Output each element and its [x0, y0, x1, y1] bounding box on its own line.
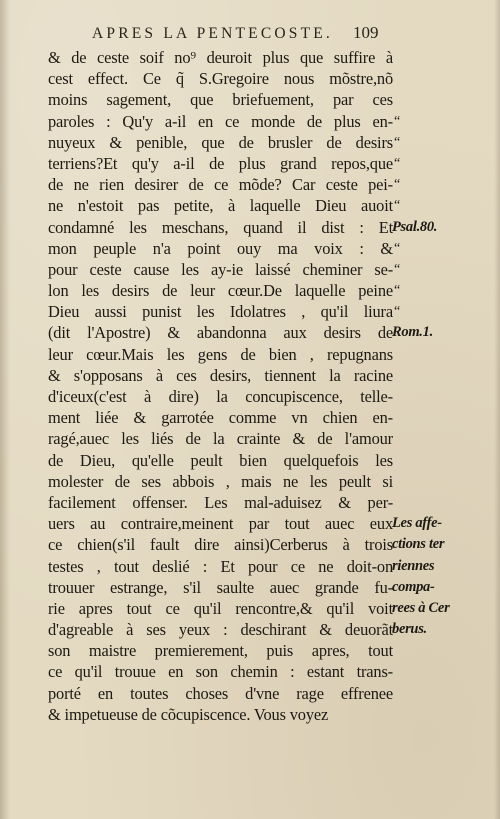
text-line: nuyeux & penible, que de brusler de desirs — [48, 132, 393, 152]
text-line: ment liée & garrotée comme vn chien en- — [48, 408, 393, 428]
text-line: pour ceste cause les ay-ie laissé cheminer se- — [48, 259, 393, 279]
quotation-mark: “ — [394, 261, 400, 277]
text-line: paroles : Qu'y a-il en ce monde de plus en- — [48, 111, 393, 131]
text-line: molester de ses abbois , mais ne les peult si — [48, 471, 393, 491]
text-line: d'agreable à ses yeux : deschirant & deuorãt — [48, 620, 393, 640]
text-line: condamné les meschans, quand il dist : Et — [48, 217, 393, 237]
margin-note: rees à Cer — [392, 599, 450, 616]
text-line: & s'opposans à ces desirs, tiennent la racine — [48, 365, 393, 385]
margin-note: compa- — [392, 578, 435, 595]
text-line: ce qu'il trouue en son chemin : estant trans- — [48, 662, 393, 682]
text-line: & de ceste soif no⁹ deuroit plus que suffire à — [48, 48, 393, 67]
text-line: ce chien(s'il fault dire ainsi)Cerberus à trois — [48, 535, 393, 555]
text-line: leur cœur.Mais les gens de bien , repugnans — [48, 344, 393, 364]
margin-note: Psal.80. — [392, 218, 438, 235]
margin-spacer — [392, 47, 497, 68]
quotation-mark: “ — [394, 283, 400, 299]
margin-spacer — [392, 407, 497, 428]
quotation-mark: “ — [394, 198, 400, 214]
margin-spacer — [392, 68, 497, 89]
margin-spacer — [392, 640, 497, 661]
margin-note: Rom.1. — [392, 324, 433, 341]
quotation-mark: “ — [394, 134, 400, 150]
margin-spacer — [392, 471, 497, 492]
text-line: de Dieu, qu'elle peult bien quelquefois les — [48, 450, 393, 470]
text-line: (dit l'Apostre) & abandonna aux desirs de — [48, 323, 393, 343]
text-line: facilement offenser. Les mal-aduisez & per- — [48, 492, 393, 512]
text-line: moins sagement, que briefuement, par ces — [48, 90, 393, 110]
text-line: Dieu aussi punist les Idolatres , qu'il liura — [48, 302, 393, 322]
quotation-mark: “ — [394, 304, 400, 320]
margin-spacer — [392, 344, 497, 365]
margin-spacer — [392, 492, 497, 513]
text-line: de ne rien desirer de ce mõde? Car ceste pei- — [48, 175, 393, 195]
running-head: APRES LA PENTECOSTE. — [92, 25, 333, 42]
text-line: & impetueuse de cõcupiscence. Vous voyez — [48, 704, 329, 724]
main-text-block — [48, 47, 393, 725]
quotation-mark: “ — [394, 113, 400, 129]
margin-spacer — [392, 428, 497, 449]
margin-spacer — [392, 704, 497, 725]
margin-note: Les affe- — [392, 515, 442, 532]
page-header — [0, 22, 500, 46]
margin-spacer — [392, 661, 497, 682]
text-line: cest effect. Ce q̃ S.Gregoire nous mõstre,nõ — [48, 69, 393, 89]
text-line: terriens?Et qu'y a-il de plus grand repos,que — [48, 153, 393, 173]
margin-spacer — [392, 386, 497, 407]
text-line: lon les desirs de leur cœur.De laquelle peine — [48, 281, 393, 301]
text-line: testes , tout deslié : Et pour ce ne doit-on — [48, 556, 393, 576]
quotation-mark: “ — [394, 155, 400, 171]
text-line: porté en toutes choses d'vne rage effrenee — [48, 683, 393, 703]
text-line: uers au contraire,meinent par tout auec eux — [48, 514, 393, 534]
margin-spacer — [392, 683, 497, 704]
text-line: d'iceux(c'est à dire) la concupiscence, telle- — [48, 387, 393, 406]
text-line: ragé,auec les liés de la crainte & de l'amour — [48, 429, 393, 449]
margin-note: berus. — [392, 621, 427, 638]
text-line: son maistre premierement, puis apres, tout — [48, 641, 393, 661]
text-line: mon peuple n'a point ouy ma voix : & — [48, 238, 393, 258]
margin-spacer — [392, 450, 497, 471]
margin-spacer — [392, 365, 497, 386]
margin-notes-column — [392, 47, 497, 725]
text-line: rie apres tout ce qu'il rencontre,& qu'il voit — [48, 598, 393, 618]
margin-note: ctions ter — [392, 536, 445, 553]
margin-spacer — [392, 89, 497, 110]
page-gutter-shadow — [0, 0, 10, 819]
page-number: 109 — [353, 23, 379, 42]
text-line: ne n'estoit pas petite, à laquelle Dieu auoit — [48, 196, 393, 216]
margin-note: riennes — [392, 557, 435, 574]
quotation-mark: “ — [394, 240, 400, 256]
text-line: trouuer estrange, s'il saulte auec grande fu- — [48, 577, 393, 597]
quotation-mark: “ — [394, 177, 400, 193]
